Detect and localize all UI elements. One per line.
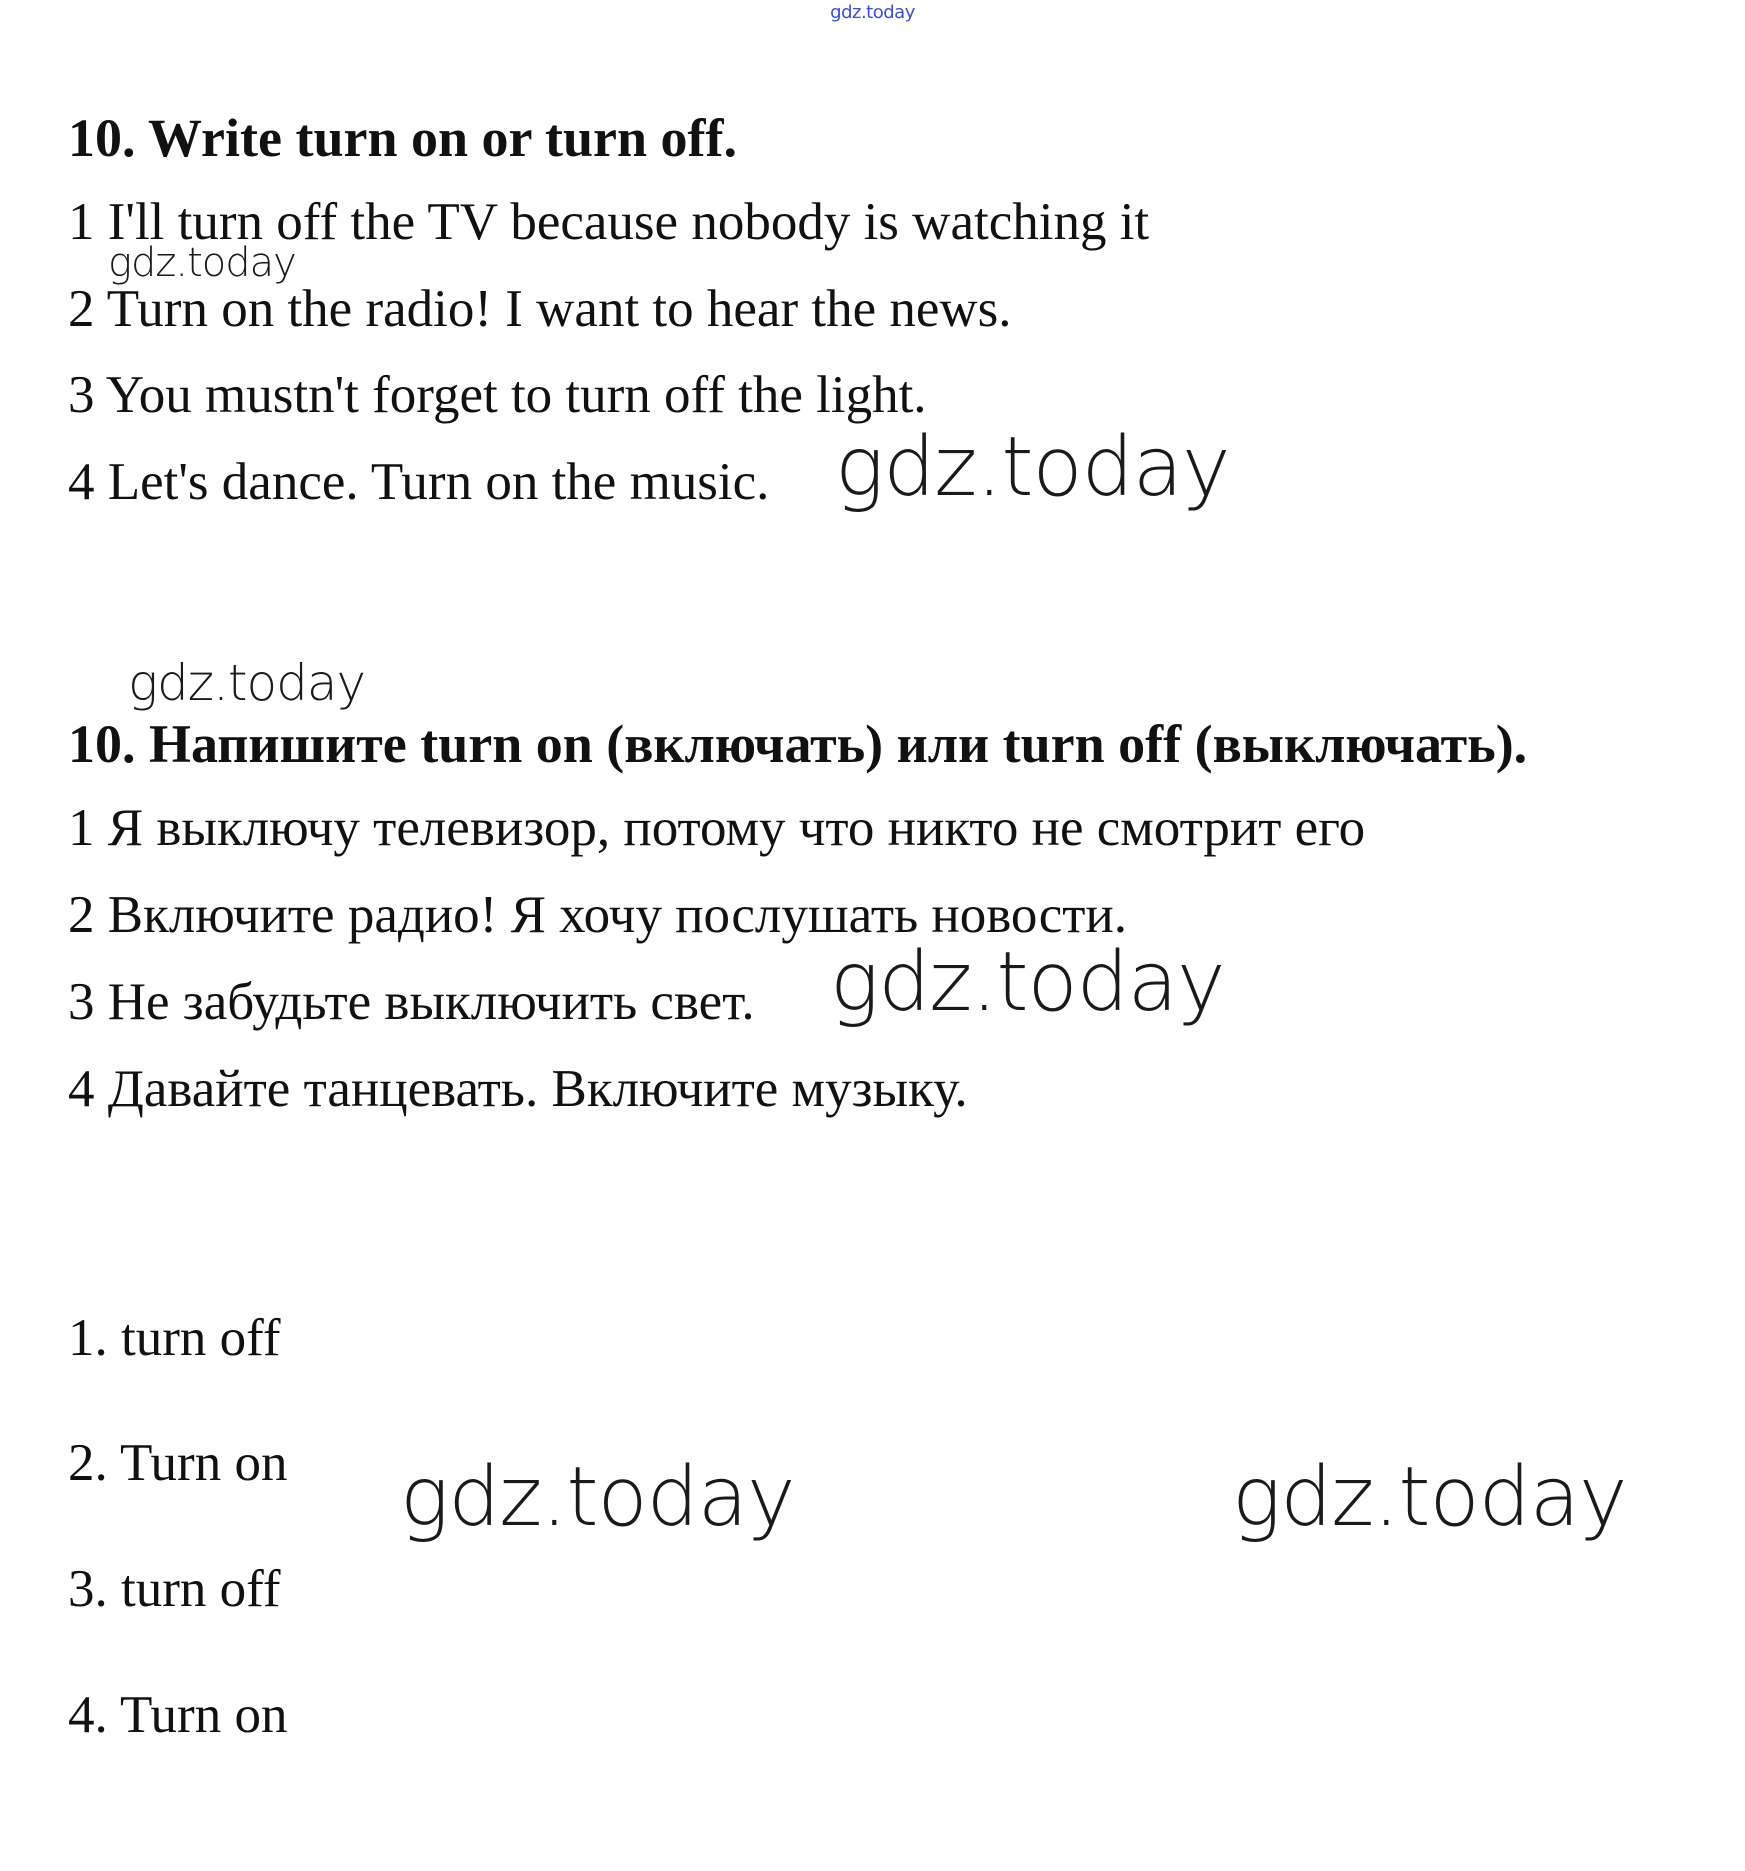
russian-sentence-2: 2 Включите радио! Я хочу послушать новости.: [68, 886, 1128, 944]
english-sentence-2: 2 Turn on the radio! I want to hear the news.: [68, 280, 1012, 338]
answer-3: 3. turn off: [68, 1560, 281, 1618]
russian-sentence-3: 3 Не забудьте выключить свет.: [68, 973, 755, 1031]
answer-1: 1. turn off: [68, 1309, 281, 1367]
english-sentence-4: 4 Let's dance. Turn on the music.: [68, 453, 770, 511]
russian-exercise-heading: 10. Напишите turn on (включать) или turn off (выключать).: [68, 714, 1528, 774]
english-exercise-heading: 10. Write turn on or turn off.: [68, 108, 737, 168]
answer-2: 2. Turn on: [68, 1434, 288, 1492]
watermark-4: gdz.today: [830, 935, 1225, 1030]
english-sentence-3: 3 You mustn't forget to turn off the light.: [68, 366, 927, 424]
watermark-6: gdz.today: [1232, 1450, 1627, 1545]
english-sentence-1: 1 I'll turn off the TV because nobody is watching it: [68, 193, 1150, 251]
answer-4: 4. Turn on: [68, 1686, 288, 1744]
watermark-3: gdz.today: [128, 654, 366, 712]
russian-sentence-1: 1 Я выключу телевизор, потому что никто не смотрит его: [68, 799, 1366, 857]
watermark-5: gdz.today: [400, 1450, 795, 1545]
russian-sentence-4: 4 Давайте танцевать. Включите музыку.: [68, 1060, 968, 1118]
top-watermark: gdz.today: [830, 2, 915, 23]
watermark-2: gdz.today: [835, 420, 1230, 515]
watermark-1: gdz.today: [108, 240, 296, 286]
